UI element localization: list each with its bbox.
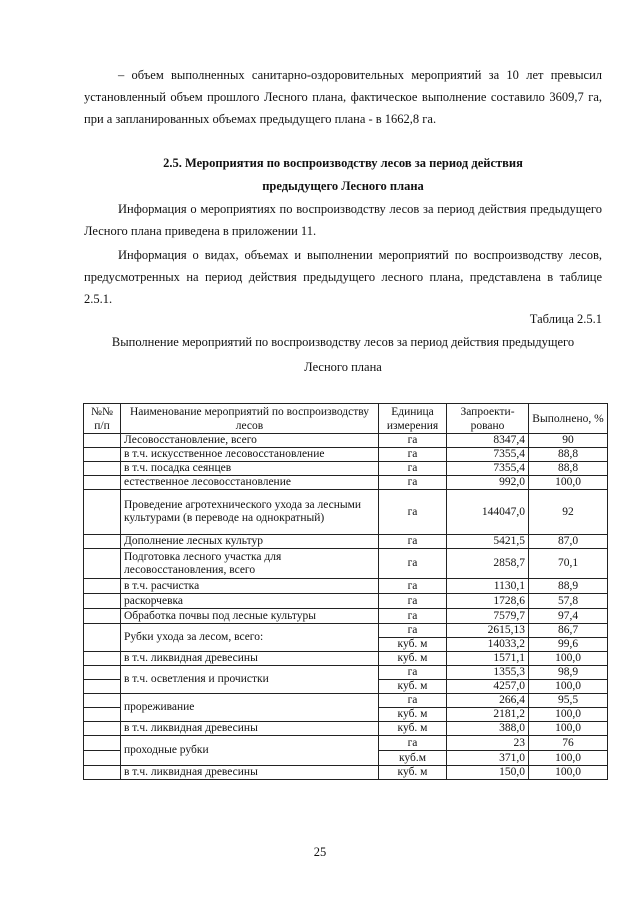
row-unit: га (379, 694, 447, 708)
row-num (84, 462, 121, 476)
row-planned: 266,4 (447, 694, 529, 708)
row-done: 100,0 (529, 476, 608, 490)
table-row (84, 476, 608, 490)
row-name: раскорчевка (121, 594, 379, 609)
row-unit: га (379, 609, 447, 624)
table-row (84, 652, 608, 666)
row-num (84, 708, 121, 722)
row-done: 97,4 (529, 609, 608, 624)
row-name: в т.ч. посадка сеянцев (121, 462, 379, 476)
row-unit: куб. м (379, 708, 447, 722)
row-done: 88,8 (529, 462, 608, 476)
table-row (84, 694, 608, 708)
table-row (84, 490, 608, 535)
row-done: 92 (529, 490, 608, 535)
row-name: в т.ч. осветления и прочистки (121, 666, 379, 694)
row-num (84, 434, 121, 448)
row-unit: га (379, 594, 447, 609)
table-row (84, 434, 608, 448)
row-unit: га (379, 434, 447, 448)
row-unit: га (379, 490, 447, 535)
row-planned: 1130,1 (447, 579, 529, 594)
table-row (84, 609, 608, 624)
row-unit: га (379, 476, 447, 490)
row-name: Лесовосстановление, всего (121, 434, 379, 448)
row-planned: 7355,4 (447, 448, 529, 462)
table-row (84, 535, 608, 549)
row-done: 99,6 (529, 638, 608, 652)
row-name: Обработка почвы под лесные культуры (121, 609, 379, 624)
header-name: Наименование мероприятий по воспроизводству лесов (121, 404, 379, 434)
table-row (84, 462, 608, 476)
row-num (84, 694, 121, 708)
section-heading (84, 152, 602, 198)
table-row (84, 666, 608, 680)
row-num (84, 722, 121, 736)
table-row (84, 549, 608, 579)
table-caption-line1: Выполнение мероприятий по воспроизводству лесов за период действия предыдущего (111, 335, 575, 349)
row-done: 57,8 (529, 594, 608, 609)
row-num (84, 594, 121, 609)
row-planned: 8347,4 (447, 434, 529, 448)
row-name: Подготовка лесного участка для лесовосстановления, всего (121, 549, 379, 579)
row-num (84, 766, 121, 780)
intro-paragraph: – объем выполненных санитарно-оздоровительных мероприятий за 10 лет превысил установленный объем прошлого Лесного плана, фактическое выполнение составило 3609,7 га, при а запланированных объемах предыдущего плана - в 1662,8 га. (84, 68, 602, 126)
row-done: 98,9 (529, 666, 608, 680)
row-planned: 23 (447, 736, 529, 751)
row-done: 100,0 (529, 751, 608, 766)
header-unit: Единица измерения (379, 404, 447, 434)
row-planned: 1355,3 (447, 666, 529, 680)
row-planned: 7579,7 (447, 609, 529, 624)
table-row (84, 594, 608, 609)
table-label: Таблица 2.5.1 (529, 312, 602, 326)
row-num (84, 549, 121, 579)
row-planned: 5421,5 (447, 535, 529, 549)
page-number: 25 (313, 845, 327, 859)
row-done: 100,0 (529, 722, 608, 736)
row-name: в т.ч. ликвидная древесины (121, 722, 379, 736)
section-heading-line1: 2.5. Мероприятия по воспроизводству лесов за период действия (163, 156, 523, 170)
table-row (84, 766, 608, 780)
row-done: 100,0 (529, 708, 608, 722)
row-unit: га (379, 462, 447, 476)
table-caption (84, 330, 602, 380)
row-done: 86,7 (529, 624, 608, 638)
row-unit: га (379, 666, 447, 680)
table-row (84, 722, 608, 736)
table-row (84, 448, 608, 462)
row-num (84, 736, 121, 751)
row-unit: куб. м (379, 680, 447, 694)
row-unit: га (379, 624, 447, 638)
row-name: в т.ч. ликвидная древесины (121, 766, 379, 780)
table-row (84, 624, 608, 638)
row-name: проходные рубки (121, 736, 379, 766)
row-done: 100,0 (529, 680, 608, 694)
row-name: Рубки ухода за лесом, всего: (121, 624, 379, 652)
row-unit: куб. м (379, 722, 447, 736)
row-done: 100,0 (529, 766, 608, 780)
table-header-row (84, 404, 608, 434)
row-planned: 7355,4 (447, 462, 529, 476)
section-paragraph-1: Информация о мероприятиях по воспроизводству лесов за период действия предыдущего Лесного плана приведена в приложении 11. (84, 202, 602, 238)
row-planned: 4257,0 (447, 680, 529, 694)
row-num (84, 609, 121, 624)
row-num (84, 680, 121, 694)
row-planned: 2615,13 (447, 624, 529, 638)
row-name: Дополнение лесных культур (121, 535, 379, 549)
row-num (84, 476, 121, 490)
row-done: 100,0 (529, 652, 608, 666)
row-planned: 2858,7 (447, 549, 529, 579)
row-unit: га (379, 535, 447, 549)
row-planned: 2181,2 (447, 708, 529, 722)
row-unit: куб. м (379, 638, 447, 652)
row-unit: га (379, 736, 447, 751)
row-name: в т.ч. искусственное лесовосстановление (121, 448, 379, 462)
row-planned: 992,0 (447, 476, 529, 490)
header-done: Выполнено, % (529, 404, 608, 434)
row-done: 87,0 (529, 535, 608, 549)
row-num (84, 448, 121, 462)
row-done: 88,8 (529, 448, 608, 462)
section-heading-line2: предыдущего Лесного плана (262, 179, 424, 193)
row-planned: 1571,1 (447, 652, 529, 666)
row-done: 90 (529, 434, 608, 448)
row-unit: куб.м (379, 751, 447, 766)
header-num: №№ п/п (84, 404, 121, 434)
row-unit: га (379, 579, 447, 594)
row-unit: куб. м (379, 766, 447, 780)
row-name: в т.ч. расчистка (121, 579, 379, 594)
row-unit: га (379, 549, 447, 579)
row-done: 70,1 (529, 549, 608, 579)
row-name: в т.ч. ликвидная древесины (121, 652, 379, 666)
row-done: 76 (529, 736, 608, 751)
row-name: естественное лесовосстановление (121, 476, 379, 490)
reforestation-table (83, 403, 608, 780)
header-planned: Запроекти-ровано (447, 404, 529, 434)
row-num (84, 652, 121, 666)
row-num (84, 490, 121, 535)
row-num (84, 751, 121, 766)
row-num (84, 666, 121, 680)
row-done: 95,5 (529, 694, 608, 708)
row-unit: га (379, 448, 447, 462)
table-row (84, 579, 608, 594)
row-planned: 144047,0 (447, 490, 529, 535)
row-num (84, 624, 121, 652)
row-num (84, 579, 121, 594)
table-caption-line2: Лесного плана (304, 360, 382, 374)
row-planned: 388,0 (447, 722, 529, 736)
table-row (84, 736, 608, 751)
section-paragraph-2: Информация о видах, объемах и выполнении мероприятий по воспроизводству лесов, предусмотренных на период действия предыдущего лесного плана, представлена в таблице 2.5.1. (84, 248, 602, 306)
row-name: прореживание (121, 694, 379, 722)
row-planned: 14033,2 (447, 638, 529, 652)
row-planned: 1728,6 (447, 594, 529, 609)
row-planned: 371,0 (447, 751, 529, 766)
row-name: Проведение агротехнического ухода за лесными культурами (в переводе на однократный) (121, 490, 379, 535)
row-planned: 150,0 (447, 766, 529, 780)
row-unit: куб. м (379, 652, 447, 666)
row-num (84, 535, 121, 549)
row-done: 88,9 (529, 579, 608, 594)
